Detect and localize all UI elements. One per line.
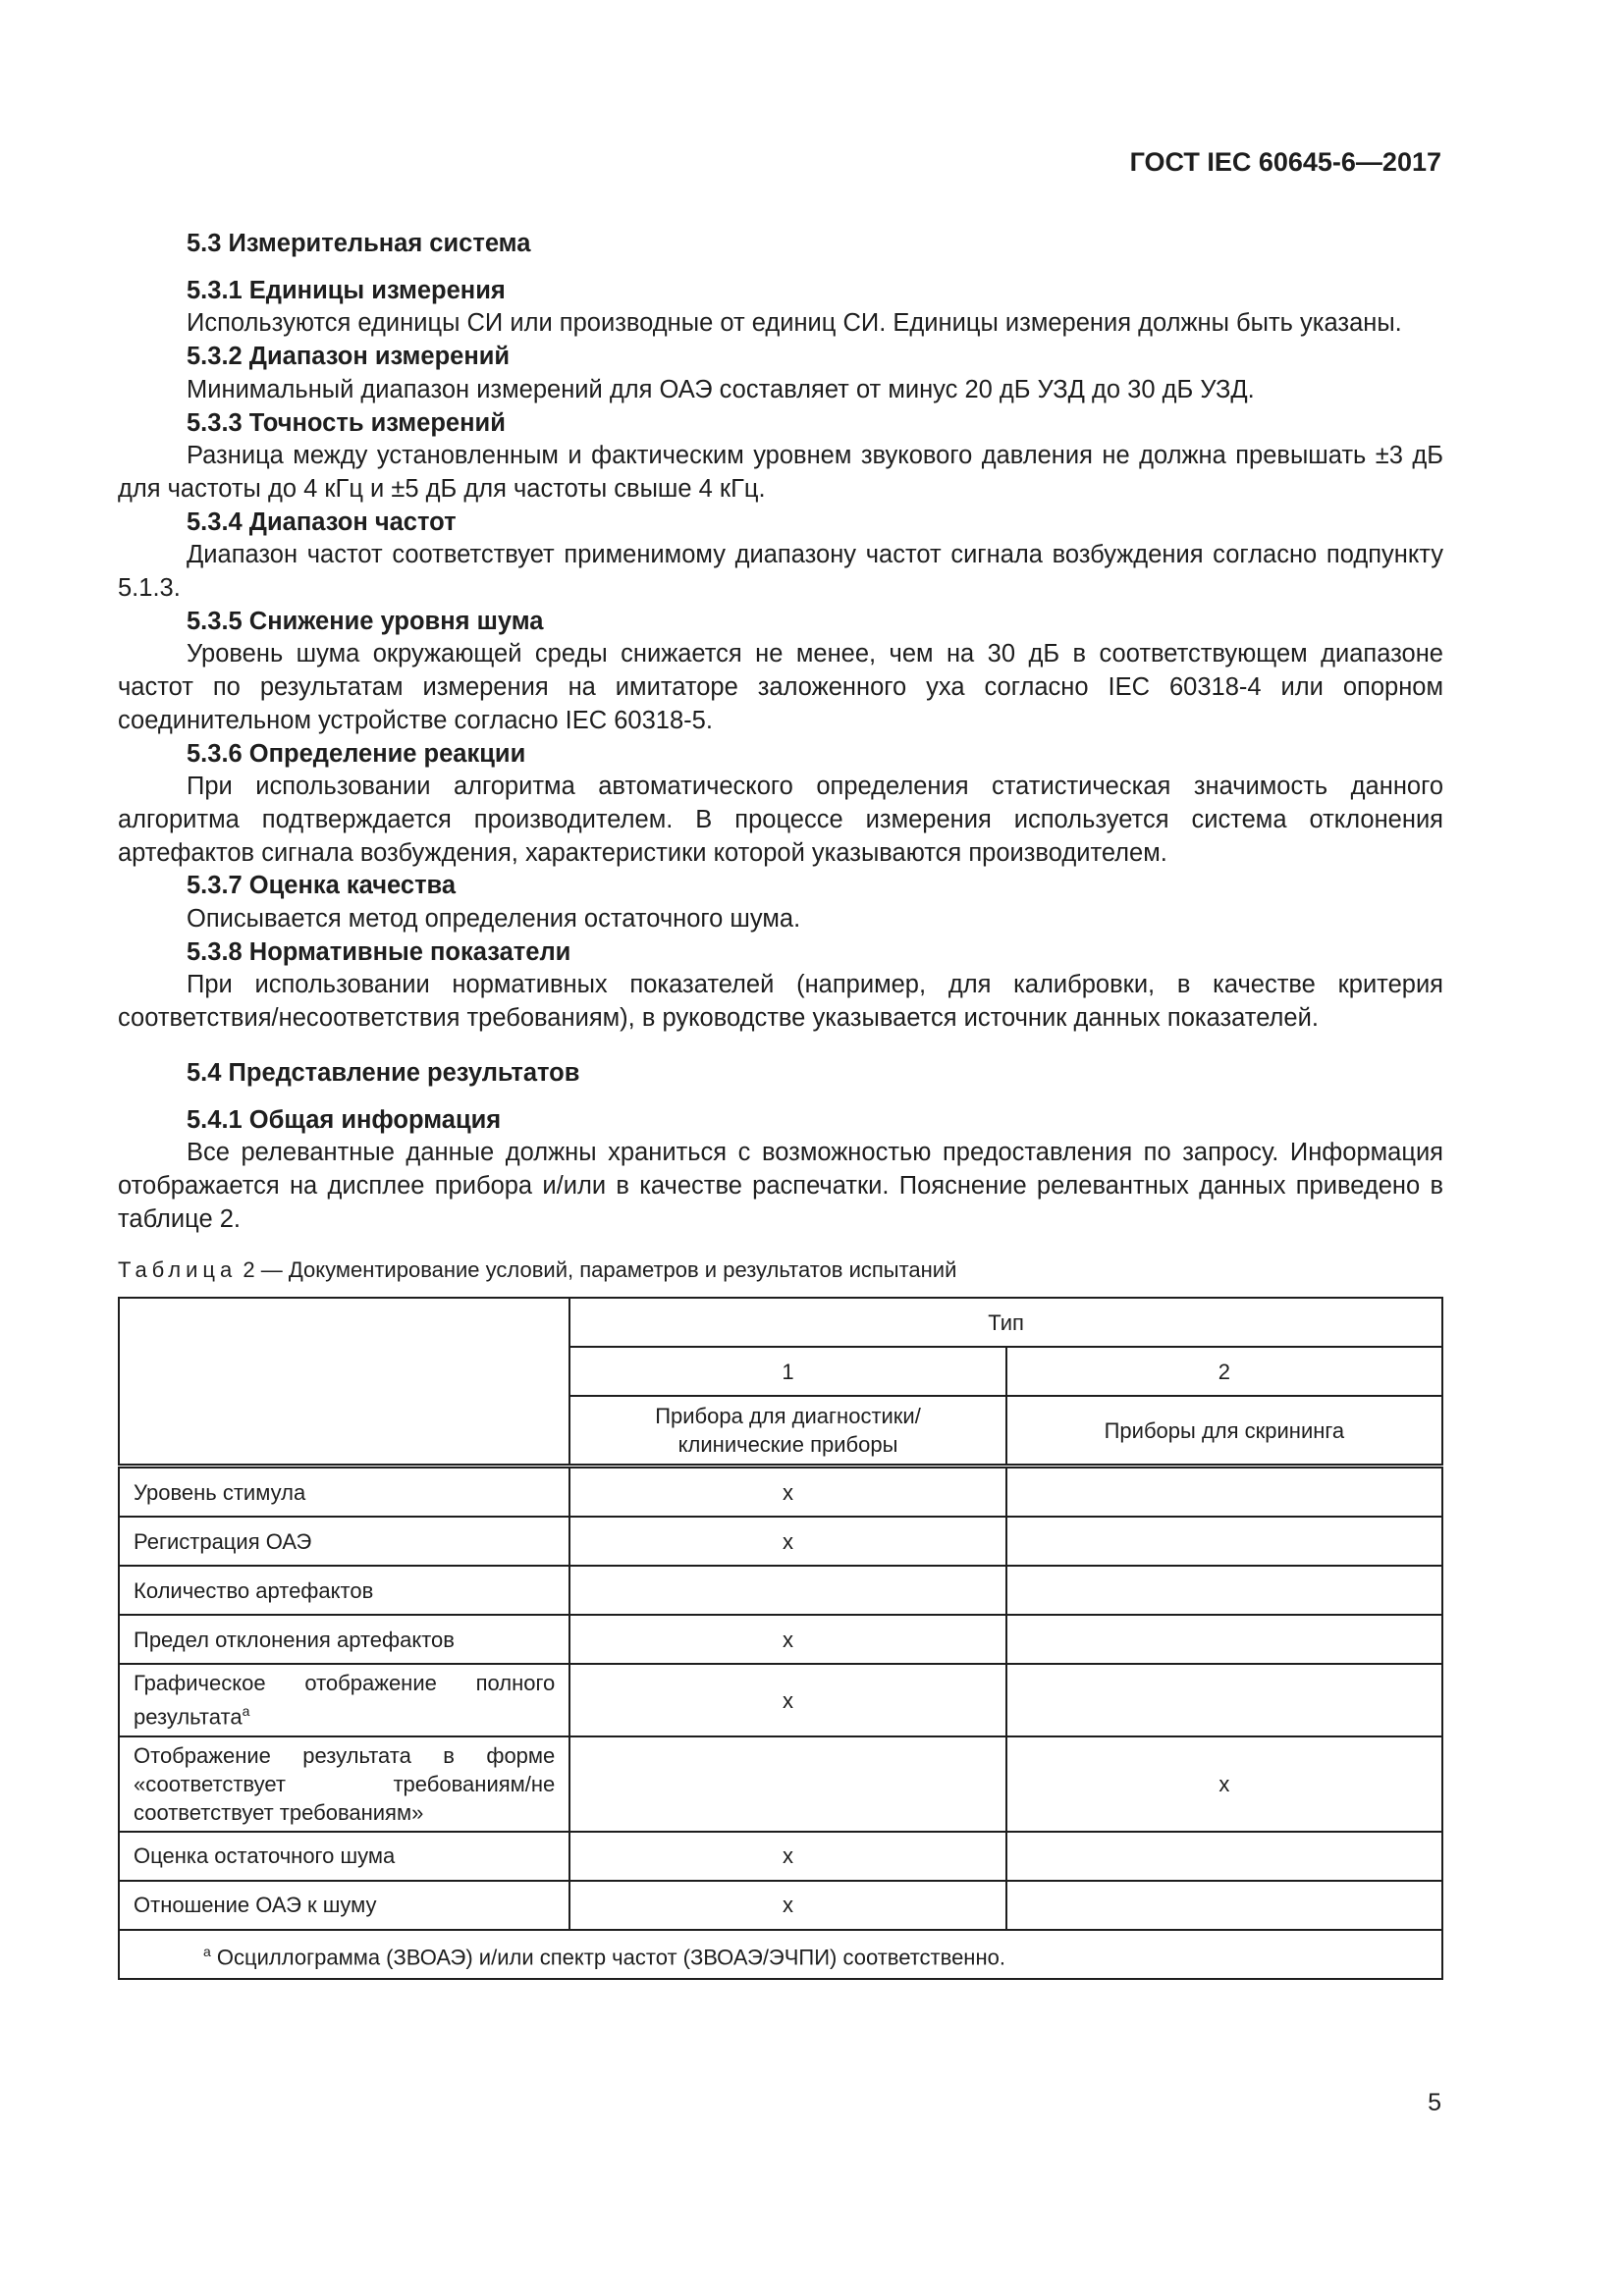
type-mark-cell: x (1006, 1736, 1442, 1832)
row-label (119, 1517, 569, 1566)
type-1-header: 1 (569, 1347, 1006, 1396)
paragraph: При использовании алгоритма автоматического определения статистическая значимость данного алгоритма подтверждается производителем. В процессе измерения используется система отклонения артефактов сигнала возбуждения, характеристики которой указываются производителем. (118, 773, 1443, 867)
table-row (119, 1566, 1442, 1615)
page-number: 5 (1428, 2089, 1441, 2116)
subsection-heading: 5.4.1 Общая информация (187, 1105, 502, 1134)
row-label-text: Отображение результата в форме «соответствует требованиям/не соответствует требованиям» (134, 1742, 556, 1825)
paragraph: Уровень шума окружающей среды снижается не менее, чем на 30 дБ в соответствующем диапазоне частот по результатам измерения на имитаторе заложенного уха согласно IEC 60318-4 или опорном соединительном устройстве согласно IEC 60318-5. (118, 640, 1443, 734)
caption-label: Таблица (118, 1257, 238, 1283)
type-mark-cell (569, 1566, 1006, 1615)
section-heading: 5.4 Представление результатов (187, 1058, 580, 1087)
row-label (119, 1881, 569, 1930)
subsection-heading: 5.3.2 Диапазон измерений (187, 343, 511, 371)
document-body (118, 228, 1443, 1980)
subsection-heading: 5.3.5 Снижение уровня шума (187, 607, 544, 635)
row-label (119, 1566, 569, 1615)
paragraph: Диапазон частот соответствует применимому диапазону частот сигнала возбуждения согласно подпункту 5.1.3. (118, 541, 1443, 603)
paragraph: Используются единицы СИ или производные от единиц СИ. Единицы измерения должны быть указаны. (187, 309, 1402, 338)
subsection-heading: 5.3.4 Диапазон частот (187, 507, 457, 536)
subsection-heading: 5.3.7 Оценка качества (187, 872, 457, 900)
section-heading: 5.3 Измерительная система (187, 230, 531, 257)
row-label (119, 1736, 569, 1832)
row-label (119, 1615, 569, 1664)
table-caption (118, 1255, 1443, 1285)
table-row (119, 1832, 1442, 1881)
type-2-header: 2 (1006, 1347, 1442, 1396)
table-footnote (119, 1930, 1442, 1979)
table-row (119, 1517, 1442, 1566)
type-mark-cell: x (569, 1467, 1006, 1518)
type-1-description: Прибора для диагностики/ клинические приборы (569, 1396, 1006, 1467)
type-mark-cell: x (569, 1517, 1006, 1566)
table-row (119, 1664, 1442, 1735)
row-label-text: Уровень стимула (134, 1479, 306, 1505)
paragraph: При использовании нормативных показателей (например, для калибровки, в качестве критерия соответствия/несоответствия требованиям), в руководстве указывается источник данных показателей. (118, 971, 1443, 1033)
paragraph: Описывается метод определения остаточного шума. (187, 905, 801, 934)
subsection-heading: 5.3.1 Единицы измерения (187, 276, 506, 304)
table-row (119, 1736, 1442, 1832)
paragraph: Минимальный диапазон измерений для ОАЭ составляет от минус 20 дБ УЗД до 30 дБ УЗД. (187, 375, 1255, 403)
caption-text: 2 — Документирование условий, параметров и результатов испытаний (237, 1257, 957, 1283)
row-label-text: Предел отклонения артефактов (134, 1627, 455, 1652)
row-label-text: Графическое отображение полного результата (134, 1671, 556, 1730)
type-mark-cell (569, 1736, 1006, 1832)
type-mark-cell (1006, 1566, 1442, 1615)
paragraph: Разница между установленным и фактическим уровнем звукового давления не должна превышать ±3 дБ для частоты до 4 кГц и ±5 дБ для частоты свыше 4 кГц. (118, 442, 1443, 503)
subsection-heading: 5.3.8 Нормативные показатели (187, 937, 571, 966)
footnote-text: Осциллограмма (ЗВОАЭ) и/или спектр частот (ЗВОАЭ/ЭЧПИ) соответственно. (210, 1944, 1005, 1969)
subsection-heading: 5.3.3 Точность измерений (187, 408, 506, 437)
type-mark-cell (1006, 1664, 1442, 1735)
row-label-text: Количество артефактов (134, 1577, 374, 1603)
empty-header-cell (119, 1298, 569, 1467)
type-mark-cell (1006, 1615, 1442, 1664)
results-table (118, 1297, 1443, 1979)
type-mark-cell: x (569, 1832, 1006, 1881)
document-id: ГОСТ IEC 60645-6—2017 (1129, 147, 1441, 177)
row-label (119, 1832, 569, 1881)
footnote-mark: a (203, 1943, 211, 1959)
table-row (119, 1881, 1442, 1930)
row-label-text: Регистрация ОАЭ (134, 1528, 312, 1554)
paragraph: Все релевантные данные должны храниться с возможностью предоставления по запросу. Информация отображается на дисплее прибора и/или в качестве распечатки. Пояснение релевантных данных приведено в таблице 2. (118, 1139, 1443, 1233)
type-mark-cell: x (569, 1664, 1006, 1735)
row-label-text: Отношение ОАЭ к шуму (134, 1893, 377, 1918)
row-label (119, 1467, 569, 1518)
footnote-ref: a (242, 1703, 250, 1720)
type-header: Тип (569, 1298, 1442, 1347)
table-row (119, 1467, 1442, 1518)
row-label (119, 1664, 569, 1735)
type-mark-cell (1006, 1517, 1442, 1566)
type-mark-cell: x (569, 1615, 1006, 1664)
type-mark-cell (1006, 1467, 1442, 1518)
subsection-heading: 5.3.6 Определение реакции (187, 739, 526, 768)
row-label-text: Оценка остаточного шума (134, 1843, 396, 1869)
type-mark-cell: x (569, 1881, 1006, 1930)
table-row (119, 1615, 1442, 1664)
type-mark-cell (1006, 1881, 1442, 1930)
type-mark-cell (1006, 1832, 1442, 1881)
type-2-description: Приборы для скрининга (1006, 1396, 1442, 1467)
